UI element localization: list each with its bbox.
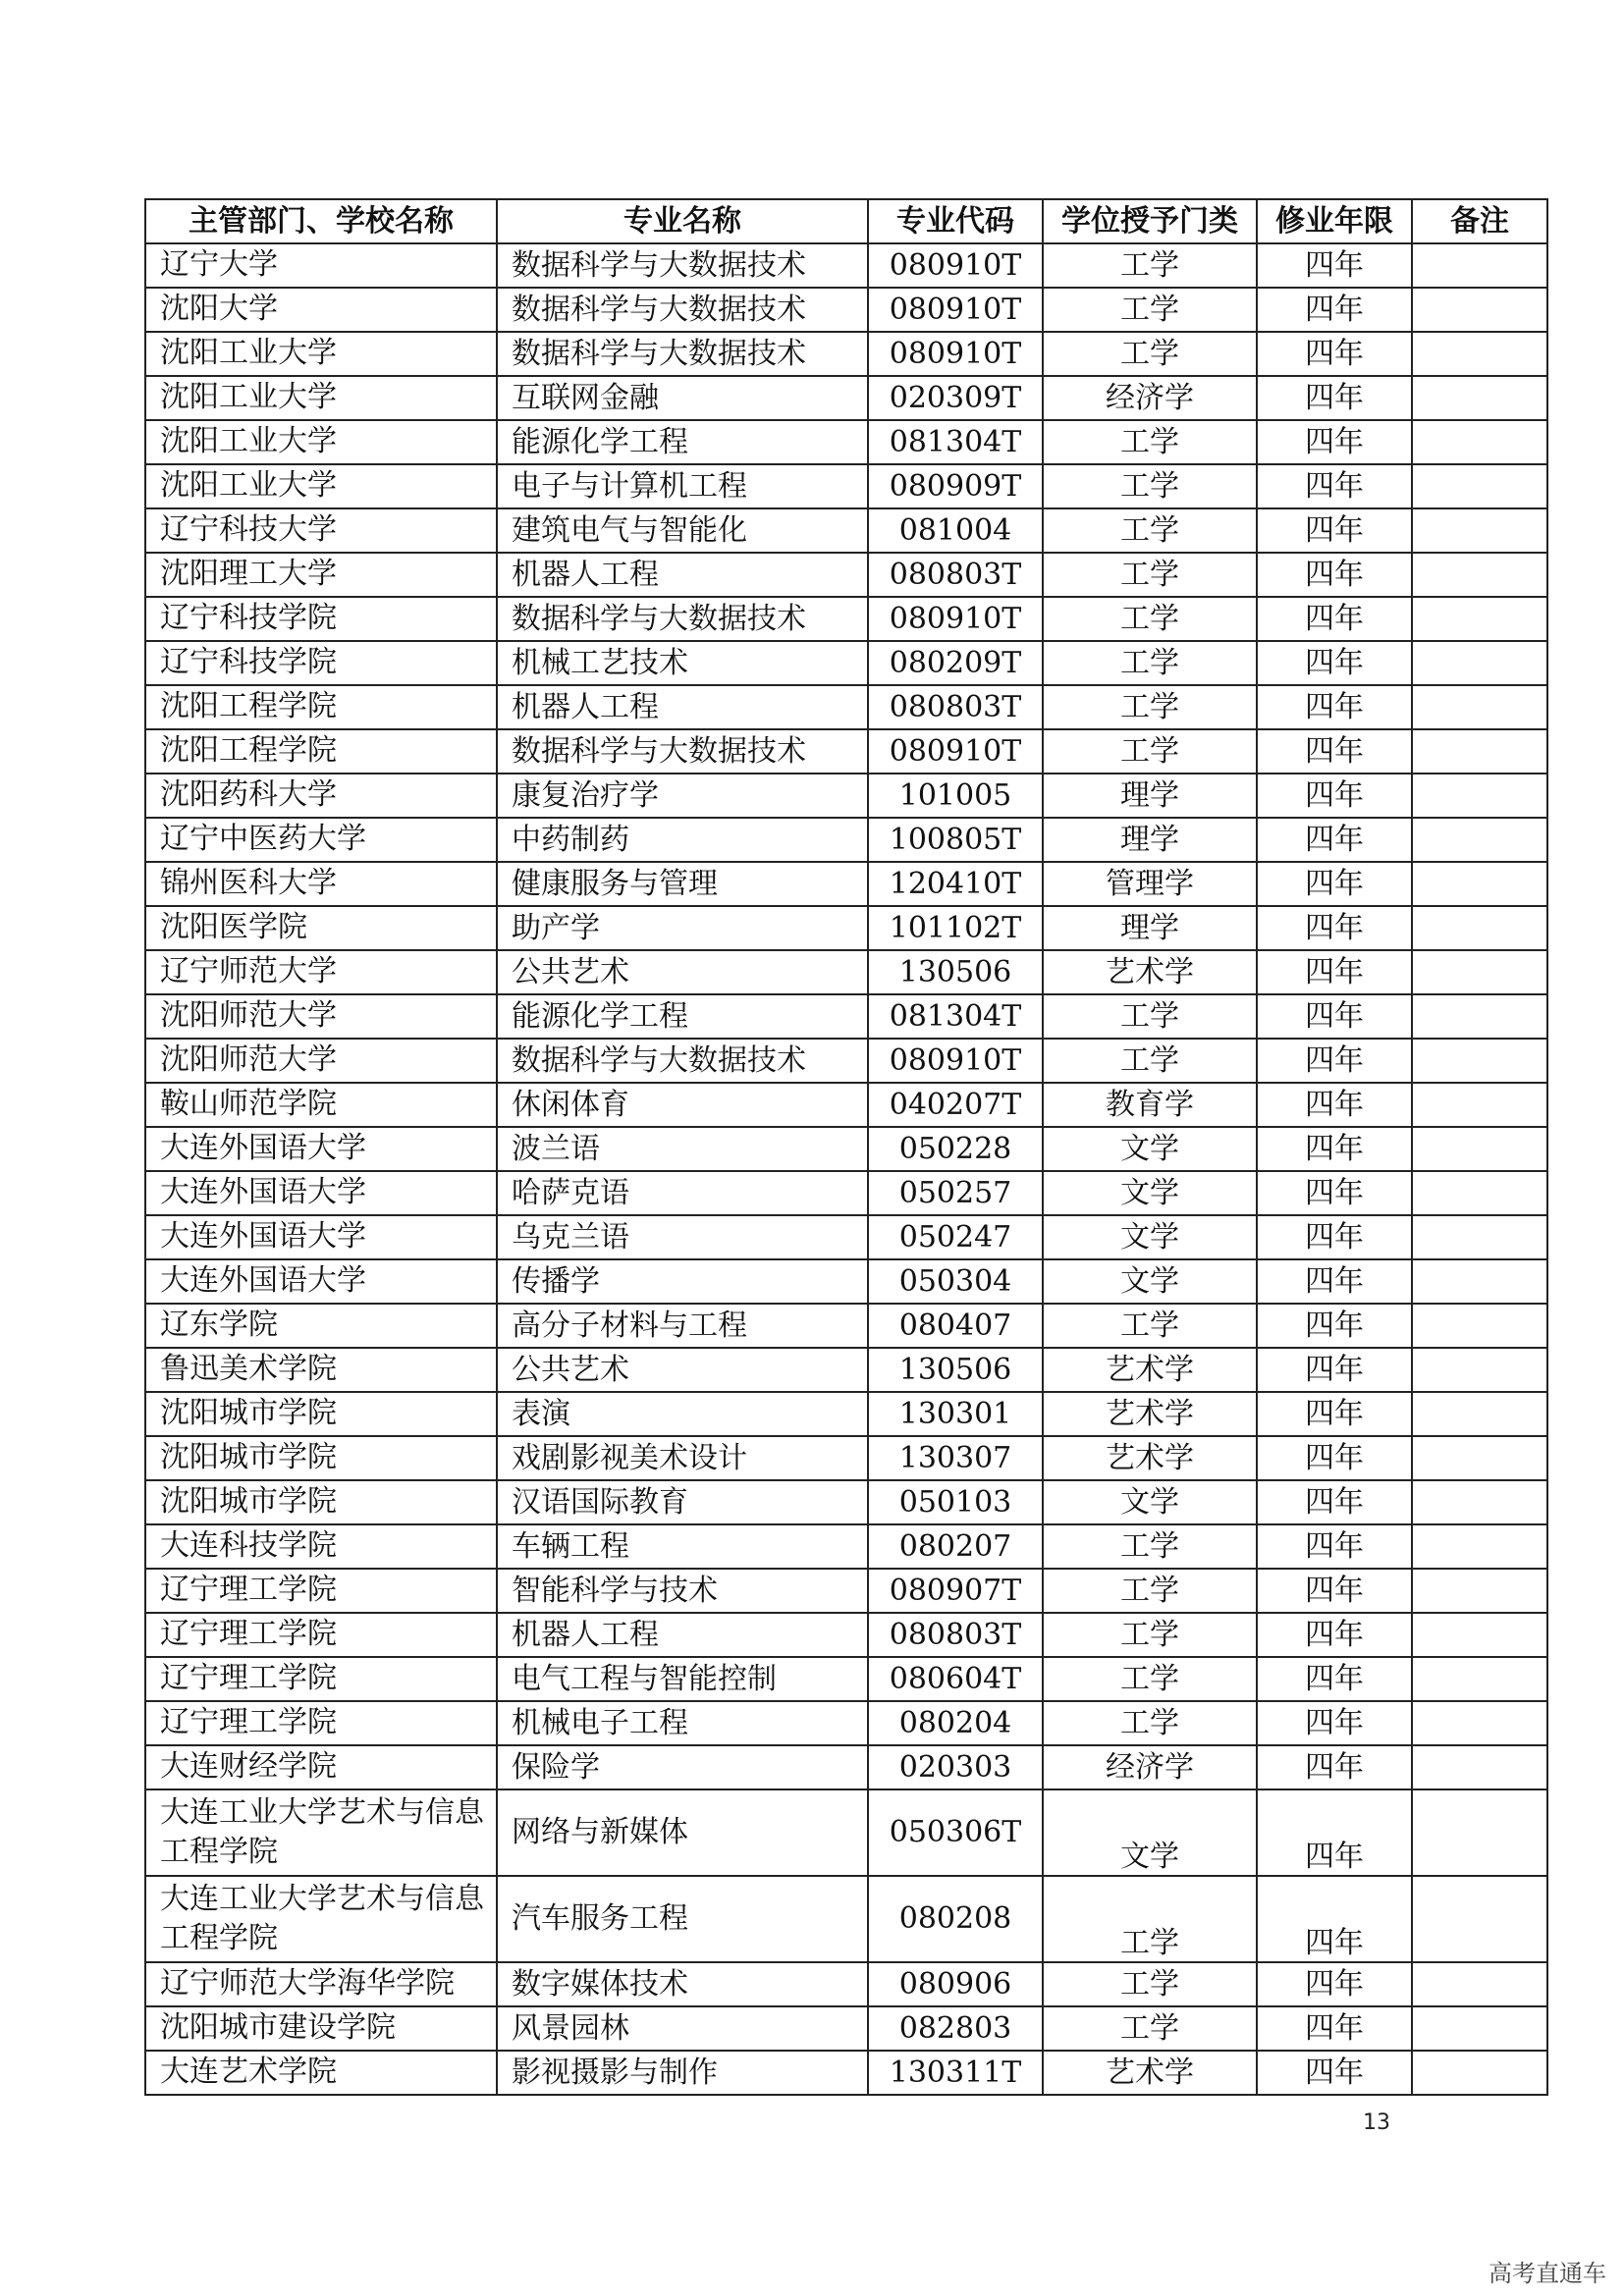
cell-category: 经济学 xyxy=(1043,1745,1257,1789)
cell-category: 工学 xyxy=(1043,332,1257,376)
watermark-text: 高考直通车 xyxy=(1489,2260,1606,2287)
cell-years: 四年 xyxy=(1257,774,1412,818)
cell-note xyxy=(1412,818,1547,862)
cell-note xyxy=(1412,774,1547,818)
cell-code: 101005 xyxy=(868,774,1043,818)
cell-years: 四年 xyxy=(1257,1215,1412,1259)
cell-category: 工学 xyxy=(1043,288,1257,332)
cell-code: 130301 xyxy=(868,1392,1043,1436)
cell-code: 080209T xyxy=(868,641,1043,685)
cell-major: 机器人工程 xyxy=(497,1613,868,1657)
cell-major: 数字媒体技术 xyxy=(497,1962,868,2006)
cell-school: 辽宁理工学院 xyxy=(145,1613,497,1657)
cell-school: 辽宁科技大学 xyxy=(145,508,497,553)
cell-school: 辽宁理工学院 xyxy=(145,1569,497,1613)
cell-code: 080909T xyxy=(868,464,1043,508)
cell-major: 网络与新媒体 xyxy=(497,1789,868,1876)
cell-major: 波兰语 xyxy=(497,1127,868,1171)
cell-note xyxy=(1412,376,1547,420)
header-code: 专业代码 xyxy=(868,199,1043,243)
table-row xyxy=(145,994,1547,1039)
cell-category: 工学 xyxy=(1043,1569,1257,1613)
cell-note xyxy=(1412,641,1547,685)
cell-years: 四年 xyxy=(1257,1701,1412,1745)
table-row xyxy=(145,685,1547,729)
cell-school: 沈阳工业大学 xyxy=(145,464,497,508)
cell-school: 沈阳师范大学 xyxy=(145,1039,497,1083)
cell-category: 理学 xyxy=(1043,906,1257,950)
cell-major: 高分子材料与工程 xyxy=(497,1304,868,1348)
cell-category: 艺术学 xyxy=(1043,1392,1257,1436)
cell-years: 四年 xyxy=(1257,1436,1412,1480)
cell-major: 能源化学工程 xyxy=(497,420,868,464)
cell-school: 辽宁科技学院 xyxy=(145,641,497,685)
cell-major: 能源化学工程 xyxy=(497,994,868,1039)
cell-school: 鲁迅美术学院 xyxy=(145,1348,497,1392)
cell-note xyxy=(1412,1304,1547,1348)
cell-note xyxy=(1412,1876,1547,1962)
cell-major: 表演 xyxy=(497,1392,868,1436)
cell-category: 艺术学 xyxy=(1043,1436,1257,1480)
cell-category: 文学 xyxy=(1043,1215,1257,1259)
cell-category: 文学 xyxy=(1043,1171,1257,1215)
cell-school: 辽宁科技学院 xyxy=(145,597,497,641)
table-row xyxy=(145,597,1547,641)
cell-major: 智能科学与技术 xyxy=(497,1569,868,1613)
cell-note xyxy=(1412,950,1547,994)
page-number: 13 xyxy=(1363,2110,1390,2135)
table-row xyxy=(145,332,1547,376)
cell-code: 101102T xyxy=(868,906,1043,950)
cell-years: 四年 xyxy=(1257,950,1412,994)
cell-note xyxy=(1412,553,1547,597)
cell-school: 沈阳医学院 xyxy=(145,906,497,950)
cell-major: 数据科学与大数据技术 xyxy=(497,597,868,641)
cell-code: 080906 xyxy=(868,1962,1043,2006)
cell-years: 四年 xyxy=(1257,1083,1412,1127)
table-row xyxy=(145,1039,1547,1083)
cell-major: 公共艺术 xyxy=(497,1348,868,1392)
table-row xyxy=(145,729,1547,774)
cell-category: 工学 xyxy=(1043,1657,1257,1701)
cell-major: 数据科学与大数据技术 xyxy=(497,332,868,376)
cell-category: 工学 xyxy=(1043,1613,1257,1657)
cell-years: 四年 xyxy=(1257,464,1412,508)
cell-code: 130307 xyxy=(868,1436,1043,1480)
cell-category: 工学 xyxy=(1043,420,1257,464)
cell-years: 四年 xyxy=(1257,1127,1412,1171)
cell-category: 工学 xyxy=(1043,641,1257,685)
cell-school: 大连工业大学艺术与信息工程学院 xyxy=(145,1789,497,1876)
cell-code: 050103 xyxy=(868,1480,1043,1524)
cell-note xyxy=(1412,1259,1547,1304)
table-row xyxy=(145,1259,1547,1304)
cell-major: 机械工艺技术 xyxy=(497,641,868,685)
cell-note xyxy=(1412,464,1547,508)
header-school: 主管部门、学校名称 xyxy=(145,199,497,243)
table-row xyxy=(145,2006,1547,2051)
cell-major: 传播学 xyxy=(497,1259,868,1304)
cell-years: 四年 xyxy=(1257,1569,1412,1613)
cell-major: 乌克兰语 xyxy=(497,1215,868,1259)
cell-school: 沈阳工业大学 xyxy=(145,420,497,464)
cell-code: 080803T xyxy=(868,1613,1043,1657)
cell-years: 四年 xyxy=(1257,420,1412,464)
cell-note xyxy=(1412,597,1547,641)
cell-note xyxy=(1412,288,1547,332)
cell-note xyxy=(1412,1657,1547,1701)
table-row xyxy=(145,2051,1547,2095)
table-row xyxy=(145,950,1547,994)
cell-category: 文学 xyxy=(1043,1127,1257,1171)
cell-category: 工学 xyxy=(1043,1701,1257,1745)
cell-code: 081304T xyxy=(868,420,1043,464)
table-row xyxy=(145,1215,1547,1259)
table-row xyxy=(145,774,1547,818)
cell-code: 080910T xyxy=(868,597,1043,641)
cell-note xyxy=(1412,729,1547,774)
cell-note xyxy=(1412,1613,1547,1657)
table-row xyxy=(145,906,1547,950)
table-row xyxy=(145,376,1547,420)
cell-category: 理学 xyxy=(1043,774,1257,818)
cell-major: 机器人工程 xyxy=(497,553,868,597)
cell-years: 四年 xyxy=(1257,376,1412,420)
table-row xyxy=(145,1962,1547,2006)
cell-code: 080604T xyxy=(868,1657,1043,1701)
header-years: 修业年限 xyxy=(1257,199,1412,243)
cell-note xyxy=(1412,2051,1547,2095)
table-row xyxy=(145,1657,1547,1701)
cell-category: 工学 xyxy=(1043,597,1257,641)
cell-major: 建筑电气与智能化 xyxy=(497,508,868,553)
cell-category: 教育学 xyxy=(1043,1083,1257,1127)
cell-code: 082803 xyxy=(868,2006,1043,2051)
cell-school: 沈阳药科大学 xyxy=(145,774,497,818)
cell-years: 四年 xyxy=(1257,1039,1412,1083)
cell-school: 沈阳工程学院 xyxy=(145,685,497,729)
table-row xyxy=(145,1876,1547,1962)
cell-major: 机器人工程 xyxy=(497,685,868,729)
cell-years: 四年 xyxy=(1257,994,1412,1039)
cell-code: 080910T xyxy=(868,243,1043,288)
cell-note xyxy=(1412,2006,1547,2051)
table-row xyxy=(145,1083,1547,1127)
cell-school: 大连艺术学院 xyxy=(145,2051,497,2095)
cell-category: 工学 xyxy=(1043,1962,1257,2006)
cell-years: 四年 xyxy=(1257,2006,1412,2051)
cell-major: 休闲体育 xyxy=(497,1083,868,1127)
cell-note xyxy=(1412,685,1547,729)
cell-years: 四年 xyxy=(1257,1259,1412,1304)
cell-code: 050304 xyxy=(868,1259,1043,1304)
table-row xyxy=(145,1701,1547,1745)
cell-code: 050228 xyxy=(868,1127,1043,1171)
cell-note xyxy=(1412,420,1547,464)
cell-major: 汽车服务工程 xyxy=(497,1876,868,1962)
header-major: 专业名称 xyxy=(497,199,868,243)
cell-code: 020303 xyxy=(868,1745,1043,1789)
majors-table xyxy=(144,198,1548,2096)
cell-school: 大连科技学院 xyxy=(145,1524,497,1569)
cell-years: 四年 xyxy=(1257,641,1412,685)
table-row xyxy=(145,420,1547,464)
cell-major: 汉语国际教育 xyxy=(497,1480,868,1524)
table-row xyxy=(145,508,1547,553)
cell-note xyxy=(1412,994,1547,1039)
table-row xyxy=(145,243,1547,288)
table-row xyxy=(145,1348,1547,1392)
cell-note xyxy=(1412,1701,1547,1745)
cell-school: 辽宁师范大学 xyxy=(145,950,497,994)
cell-note xyxy=(1412,332,1547,376)
cell-school: 辽宁师范大学海华学院 xyxy=(145,1962,497,2006)
cell-code: 080910T xyxy=(868,729,1043,774)
cell-school: 沈阳城市学院 xyxy=(145,1392,497,1436)
cell-major: 公共艺术 xyxy=(497,950,868,994)
cell-years: 四年 xyxy=(1257,1480,1412,1524)
cell-category: 工学 xyxy=(1043,685,1257,729)
cell-school: 鞍山师范学院 xyxy=(145,1083,497,1127)
cell-major: 康复治疗学 xyxy=(497,774,868,818)
cell-school: 大连外国语大学 xyxy=(145,1171,497,1215)
cell-code: 080407 xyxy=(868,1304,1043,1348)
cell-major: 车辆工程 xyxy=(497,1524,868,1569)
cell-note xyxy=(1412,1962,1547,2006)
cell-category: 工学 xyxy=(1043,553,1257,597)
cell-major: 中药制药 xyxy=(497,818,868,862)
cell-code: 080803T xyxy=(868,685,1043,729)
cell-years: 四年 xyxy=(1257,1392,1412,1436)
table-row xyxy=(145,641,1547,685)
cell-school: 辽东学院 xyxy=(145,1304,497,1348)
cell-major: 数据科学与大数据技术 xyxy=(497,729,868,774)
cell-school: 大连外国语大学 xyxy=(145,1259,497,1304)
cell-years: 四年 xyxy=(1257,553,1412,597)
cell-school: 沈阳城市建设学院 xyxy=(145,2006,497,2051)
cell-category: 工学 xyxy=(1043,2006,1257,2051)
cell-category: 工学 xyxy=(1043,1876,1257,1962)
cell-years: 四年 xyxy=(1257,508,1412,553)
cell-note xyxy=(1412,1436,1547,1480)
cell-years: 四年 xyxy=(1257,288,1412,332)
cell-school: 沈阳城市学院 xyxy=(145,1480,497,1524)
table-row xyxy=(145,1789,1547,1876)
table-row xyxy=(145,1745,1547,1789)
cell-major: 助产学 xyxy=(497,906,868,950)
table-row xyxy=(145,1480,1547,1524)
table-row xyxy=(145,553,1547,597)
cell-category: 工学 xyxy=(1043,464,1257,508)
cell-note xyxy=(1412,508,1547,553)
cell-category: 工学 xyxy=(1043,1304,1257,1348)
cell-code: 020309T xyxy=(868,376,1043,420)
cell-note xyxy=(1412,1745,1547,1789)
table-body xyxy=(145,243,1547,2095)
cell-code: 080803T xyxy=(868,553,1043,597)
cell-note xyxy=(1412,1392,1547,1436)
cell-category: 工学 xyxy=(1043,1524,1257,1569)
cell-code: 130311T xyxy=(868,2051,1043,2095)
cell-code: 050306T xyxy=(868,1789,1043,1876)
cell-years: 四年 xyxy=(1257,332,1412,376)
header-category: 学位授予门类 xyxy=(1043,199,1257,243)
cell-note xyxy=(1412,862,1547,906)
cell-years: 四年 xyxy=(1257,1876,1412,1962)
table-row xyxy=(145,1524,1547,1569)
cell-code: 080907T xyxy=(868,1569,1043,1613)
cell-school: 沈阳大学 xyxy=(145,288,497,332)
header-note: 备注 xyxy=(1412,199,1547,243)
cell-category: 工学 xyxy=(1043,508,1257,553)
cell-years: 四年 xyxy=(1257,1657,1412,1701)
cell-school: 沈阳师范大学 xyxy=(145,994,497,1039)
cell-years: 四年 xyxy=(1257,1962,1412,2006)
cell-category: 经济学 xyxy=(1043,376,1257,420)
cell-major: 数据科学与大数据技术 xyxy=(497,1039,868,1083)
cell-school: 辽宁理工学院 xyxy=(145,1657,497,1701)
cell-code: 040207T xyxy=(868,1083,1043,1127)
cell-category: 艺术学 xyxy=(1043,2051,1257,2095)
cell-years: 四年 xyxy=(1257,1613,1412,1657)
cell-years: 四年 xyxy=(1257,685,1412,729)
cell-note xyxy=(1412,1083,1547,1127)
table-row xyxy=(145,464,1547,508)
cell-code: 081304T xyxy=(868,994,1043,1039)
cell-major: 影视摄影与制作 xyxy=(497,2051,868,2095)
cell-note xyxy=(1412,1215,1547,1259)
table-row xyxy=(145,1304,1547,1348)
cell-code: 080207 xyxy=(868,1524,1043,1569)
table-row xyxy=(145,862,1547,906)
cell-years: 四年 xyxy=(1257,1171,1412,1215)
cell-school: 大连工业大学艺术与信息工程学院 xyxy=(145,1876,497,1962)
cell-category: 文学 xyxy=(1043,1480,1257,1524)
cell-category: 文学 xyxy=(1043,1259,1257,1304)
cell-major: 机械电子工程 xyxy=(497,1701,868,1745)
cell-code: 080204 xyxy=(868,1701,1043,1745)
cell-years: 四年 xyxy=(1257,2051,1412,2095)
cell-code: 080208 xyxy=(868,1876,1043,1962)
cell-school: 大连财经学院 xyxy=(145,1745,497,1789)
cell-code: 050247 xyxy=(868,1215,1043,1259)
cell-code: 130506 xyxy=(868,1348,1043,1392)
cell-code: 050257 xyxy=(868,1171,1043,1215)
cell-school: 沈阳工业大学 xyxy=(145,376,497,420)
table-row xyxy=(145,1613,1547,1657)
cell-major: 互联网金融 xyxy=(497,376,868,420)
cell-major: 电子与计算机工程 xyxy=(497,464,868,508)
cell-category: 工学 xyxy=(1043,243,1257,288)
cell-years: 四年 xyxy=(1257,818,1412,862)
table-row xyxy=(145,1127,1547,1171)
cell-note xyxy=(1412,1127,1547,1171)
table-row xyxy=(145,1392,1547,1436)
cell-major: 数据科学与大数据技术 xyxy=(497,243,868,288)
cell-school: 辽宁理工学院 xyxy=(145,1701,497,1745)
cell-category: 理学 xyxy=(1043,818,1257,862)
cell-major: 健康服务与管理 xyxy=(497,862,868,906)
cell-years: 四年 xyxy=(1257,1789,1412,1876)
cell-note xyxy=(1412,1348,1547,1392)
cell-category: 工学 xyxy=(1043,1039,1257,1083)
cell-school: 锦州医科大学 xyxy=(145,862,497,906)
cell-major: 戏剧影视美术设计 xyxy=(497,1436,868,1480)
cell-category: 艺术学 xyxy=(1043,1348,1257,1392)
cell-years: 四年 xyxy=(1257,729,1412,774)
cell-years: 四年 xyxy=(1257,243,1412,288)
cell-category: 工学 xyxy=(1043,994,1257,1039)
cell-major: 电气工程与智能控制 xyxy=(497,1657,868,1701)
cell-years: 四年 xyxy=(1257,1304,1412,1348)
cell-school: 大连外国语大学 xyxy=(145,1127,497,1171)
cell-major: 数据科学与大数据技术 xyxy=(497,288,868,332)
cell-category: 工学 xyxy=(1043,729,1257,774)
cell-note xyxy=(1412,1480,1547,1524)
cell-years: 四年 xyxy=(1257,1348,1412,1392)
cell-major: 风景园林 xyxy=(497,2006,868,2051)
cell-school: 沈阳城市学院 xyxy=(145,1436,497,1480)
table-row xyxy=(145,1569,1547,1613)
cell-code: 100805T xyxy=(868,818,1043,862)
cell-code: 080910T xyxy=(868,332,1043,376)
cell-years: 四年 xyxy=(1257,597,1412,641)
cell-note xyxy=(1412,1171,1547,1215)
cell-note xyxy=(1412,1039,1547,1083)
cell-code: 120410T xyxy=(868,862,1043,906)
cell-code: 130506 xyxy=(868,950,1043,994)
cell-years: 四年 xyxy=(1257,862,1412,906)
cell-years: 四年 xyxy=(1257,906,1412,950)
cell-code: 080910T xyxy=(868,288,1043,332)
table-row xyxy=(145,288,1547,332)
cell-note xyxy=(1412,1789,1547,1876)
cell-major: 哈萨克语 xyxy=(497,1171,868,1215)
table-row xyxy=(145,818,1547,862)
cell-category: 艺术学 xyxy=(1043,950,1257,994)
cell-note xyxy=(1412,1524,1547,1569)
cell-code: 080910T xyxy=(868,1039,1043,1083)
table-header-row xyxy=(145,199,1547,243)
cell-school: 辽宁大学 xyxy=(145,243,497,288)
table-row xyxy=(145,1436,1547,1480)
cell-code: 081004 xyxy=(868,508,1043,553)
cell-note xyxy=(1412,1569,1547,1613)
cell-school: 沈阳工程学院 xyxy=(145,729,497,774)
cell-years: 四年 xyxy=(1257,1524,1412,1569)
cell-school: 沈阳理工大学 xyxy=(145,553,497,597)
cell-years: 四年 xyxy=(1257,1745,1412,1789)
cell-note xyxy=(1412,906,1547,950)
table-row xyxy=(145,1171,1547,1215)
cell-school: 辽宁中医药大学 xyxy=(145,818,497,862)
cell-category: 文学 xyxy=(1043,1789,1257,1876)
cell-category: 管理学 xyxy=(1043,862,1257,906)
cell-school: 大连外国语大学 xyxy=(145,1215,497,1259)
cell-note xyxy=(1412,243,1547,288)
cell-major: 保险学 xyxy=(497,1745,868,1789)
cell-school: 沈阳工业大学 xyxy=(145,332,497,376)
